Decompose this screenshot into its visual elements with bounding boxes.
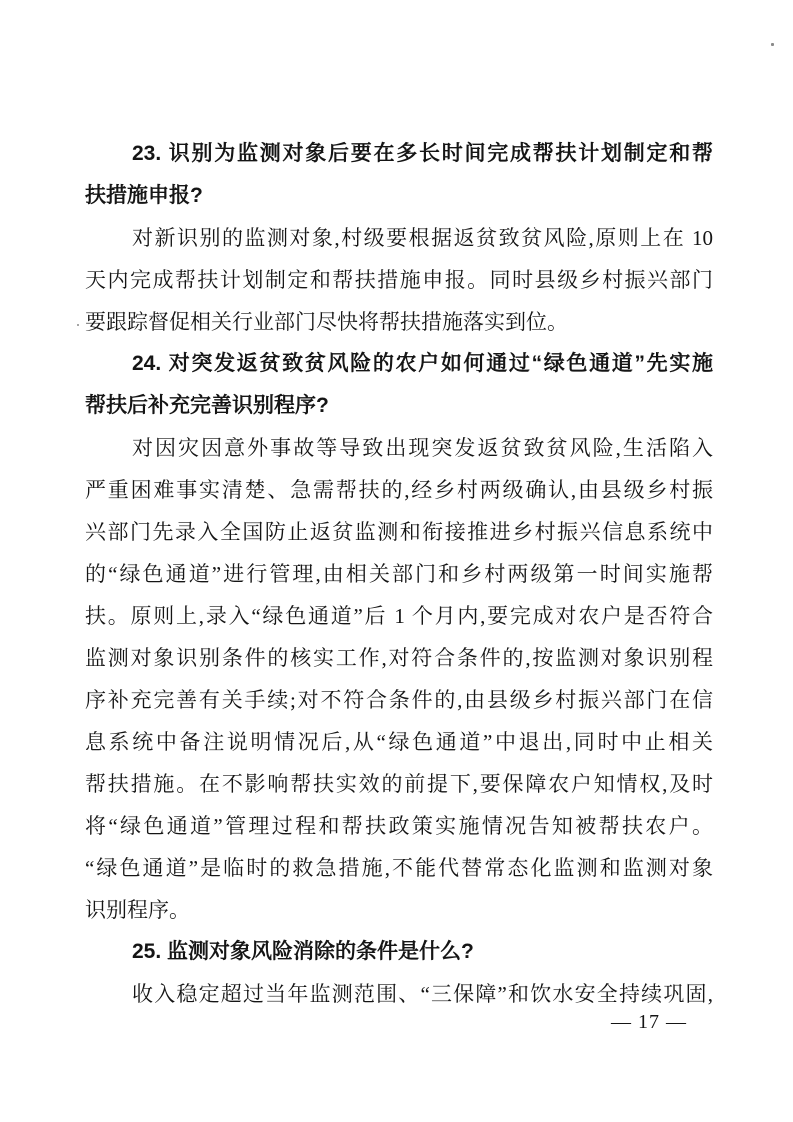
document-content <box>85 133 713 1015</box>
answer-text-line: 天内完成帮扶计划制定和帮扶措施申报。同时县级乡村振兴部门 <box>85 268 713 292</box>
answer-text-line: 序补充完善有关手续;对不符合条件的,由县级乡村振兴部门在信 <box>85 688 713 712</box>
answer-text-line: 要跟踪督促相关行业部门尽快将帮扶措施落实到位。 <box>85 310 568 334</box>
answer-text-line: 严重困难事实清楚、急需帮扶的,经乡村两级确认,由县级乡村振 <box>85 478 713 502</box>
question-text-line: 扶措施申报? <box>85 184 203 207</box>
question-block <box>85 343 713 427</box>
answer-text-line: 将“绿色通道”管理过程和帮扶政策实施情况告知被帮扶农户。 <box>85 814 713 838</box>
answer-text-line: 识别程序。 <box>85 898 190 922</box>
answer-text-line: 息系统中备注说明情况后,从“绿色通道”中退出,同时中止相关 <box>85 730 713 754</box>
answer-text-line: 兴部门先录入全国防止返贫监测和衔接推进乡村振兴信息系统中 <box>85 520 713 544</box>
scan-artifact-dot <box>771 43 774 46</box>
question-text-line: 25. 监测对象风险消除的条件是什么? <box>132 940 474 963</box>
question-text-line: 23. 识别为监测对象后要在多长时间完成帮扶计划制定和帮 <box>132 142 713 165</box>
answer-block <box>85 217 713 343</box>
scan-artifact-dot <box>77 324 79 326</box>
question-text-line: 帮扶后补充完善识别程序? <box>85 394 329 417</box>
answer-block <box>85 427 713 931</box>
answer-text-line: 对因灾因意外事故等导致出现突发返贫致贫风险,生活陷入 <box>132 436 713 460</box>
page-number: — 17 — <box>611 1011 687 1033</box>
question-block <box>85 931 713 973</box>
answer-text-line: 扶。原则上,录入“绿色通道”后 1 个月内,要完成对农户是否符合 <box>85 604 713 628</box>
answer-text-line: 帮扶措施。在不影响帮扶实效的前提下,要保障农户知情权,及时 <box>85 772 713 796</box>
question-block <box>85 133 713 217</box>
answer-text-line: 的“绿色通道”进行管理,由相关部门和乡村两级第一时间实施帮 <box>85 562 713 586</box>
question-text-line: 24. 对突发返贫致贫风险的农户如何通过“绿色通道”先实施 <box>132 352 713 375</box>
answer-text-line: 监测对象识别条件的核实工作,对符合条件的,按监测对象识别程 <box>85 646 713 670</box>
answer-text-line: “绿色通道”是临时的救急措施,不能代替常态化监测和监测对象 <box>85 856 713 880</box>
answer-text-line: 收入稳定超过当年监测范围、“三保障”和饮水安全持续巩固, <box>132 982 713 1006</box>
answer-text-line: 对新识别的监测对象,村级要根据返贫致贫风险,原则上在 10 <box>132 226 713 250</box>
